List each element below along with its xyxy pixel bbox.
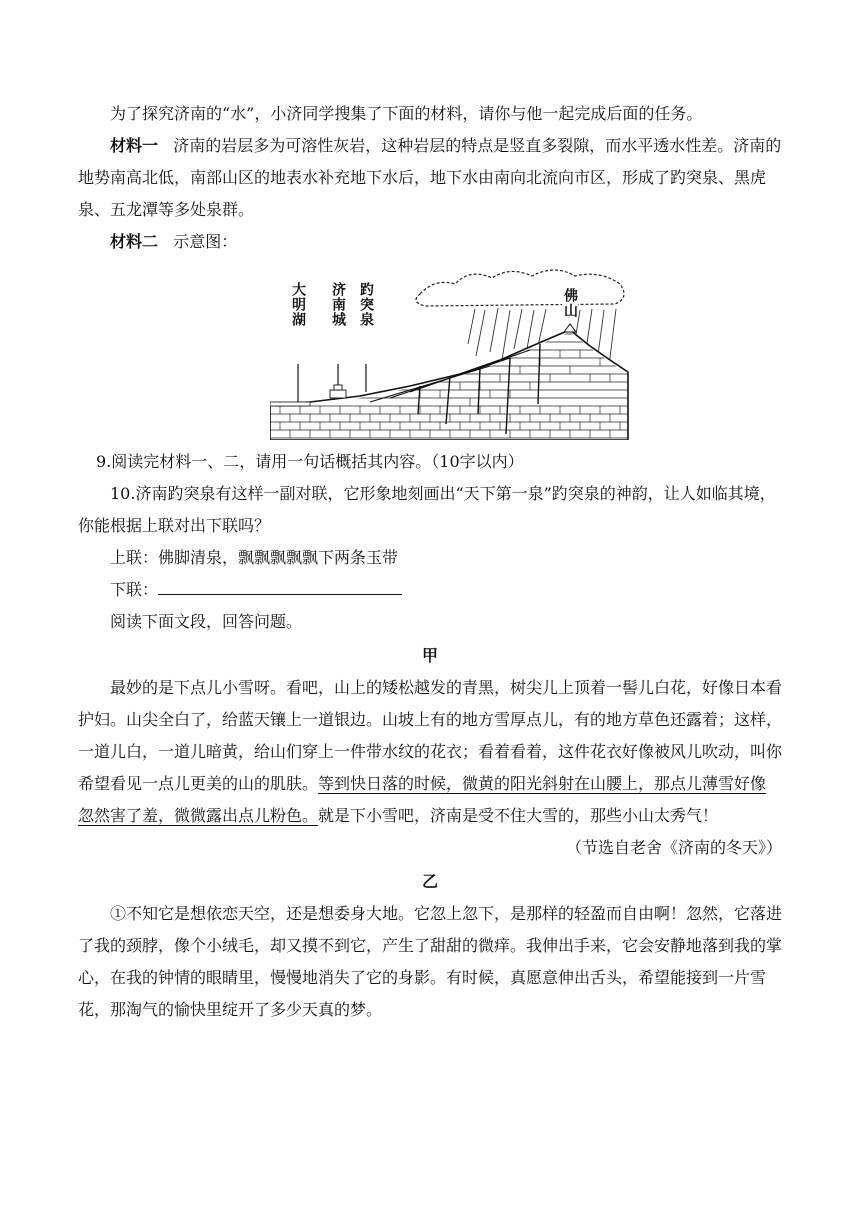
passage-a-title: 甲 — [421, 646, 438, 665]
question-10: 10.济南趵突泉有这样一副对联，它形象地刻画出“天下第一泉”趵突泉的神韵，让人如临其境，你能根据上联对出下联吗？ — [78, 484, 776, 535]
couplet-upper: 上联：佛脚清泉，飘飘飘飘飘下两条玉带 — [110, 548, 399, 567]
material-two-paragraph — [78, 226, 782, 258]
couplet-answer-blank[interactable] — [158, 574, 402, 595]
passage-a-underlined-sentence: 等到快日落的时候，微黄的阳光斜射在山腰上，那点儿薄雪好像忽然害了羞，微微露出点儿粉色。 — [78, 774, 767, 825]
couplet-lower — [78, 574, 782, 606]
document-page — [78, 98, 782, 1026]
label-daminghu: 大明湖 — [290, 282, 306, 327]
material-two-text: 示意图： — [173, 232, 238, 251]
label-baotuquan: 趵突泉 — [358, 282, 374, 327]
intro-paragraph: 为了探究济南的“水”，小济同学搜集了下面的材料，请你与他一起完成后面的任务。 — [110, 104, 703, 123]
material-one-paragraph — [78, 130, 782, 226]
label-foshan: 佛山 — [562, 288, 578, 318]
material-one-text: 济南的岩层多为可溶性灰岩，这种岩层的特点是竖直多裂隙，而水平透水性差。济南的地势南高北低，南部山区的地表水补充地下水后，地下水由南向北流向市区，形成了趵突泉、黑虎泉、五龙潭等多处泉群。 — [78, 136, 782, 219]
label-jinancheng: 济南城 — [330, 282, 346, 327]
question-9: 9.阅读完材料一、二，请用一句话概括其内容。（10字以内） — [96, 452, 524, 471]
material-two-label: 材料二 — [110, 232, 159, 251]
passage-a-text — [78, 672, 782, 832]
passage-a-text-before: 最妙的是下点儿小雪呀。看吧，山上的矮松越发的青黑，树尖儿上顶着一髻儿白花，好像日本看护妇。山尖全白了，给蓝天镶上一道银边。山坡上有的地方雪厚点儿，有的地方草色还露着；这样，一道儿白，一道儿暗黄，给山们穿上一件带水纹的花衣；看着看着，这件花衣好像被风儿吹动，叫你希望看见一点儿更美的山的肌肤。 — [78, 678, 783, 793]
passage-b-title: 乙 — [421, 872, 438, 891]
material-one-label: 材料一 — [110, 136, 159, 155]
passage-a-text-after: 就是下小雪吧，济南是受不住大雪的，那些小山太秀气！ — [318, 806, 719, 825]
spring-diagram — [270, 264, 630, 440]
passage-b-text: ①不知它是想依恋天空，还是想委身大地。它忽上忽下，是那样的轻盈而自由啊！忽然，它落进了我的颈脖，像个小绒毛，却又摸不到它，产生了甜甜的微痒。我伸出手来，它会安静地落到我的掌心，在我的钟情的眼睛里，慢慢地消失了它的身影。有时候，真愿意伸出舌头，希望能接到一片雪花，那淘气的愉快里绽开了多少天真的梦。 — [78, 904, 783, 1019]
passage-a-source: （节选自老舍《济南的冬天》） — [565, 838, 782, 857]
couplet-lower-label: 下联： — [110, 580, 159, 599]
reading-instruction: 阅读下面文段，回答问题。 — [110, 612, 303, 631]
